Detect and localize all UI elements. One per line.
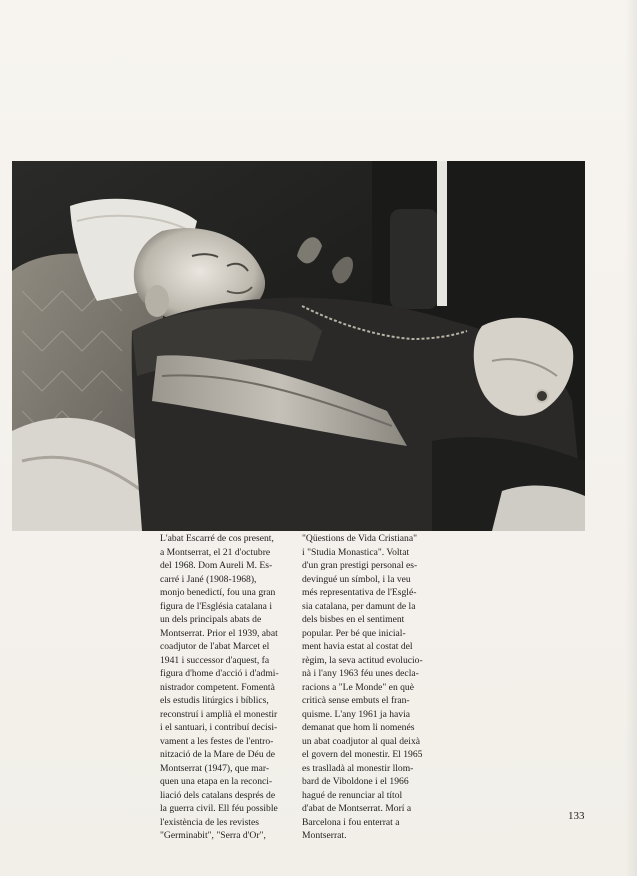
caption-column-2: "Qüestions de Vida Cristiana" i "Studia Monastica". Voltat d'un gran prestigi personal es- devingué un símbol, i la veu més representativa de l'Esglé- sia catalana, per damunt de la dels bisbes en el sentiment popular. Per bé que inicial- ment havia estat al costat del règim, la seva actitud evolucio- nà i l'any 1963 féu unes decla- racions a "Le Monde" en què criticà sense embuts el fran- quisme. L'any 1961 ja havia demanat que hom li nomenés un abat coadjutor al qual deixà el govern del monestir. El 1965 es traslladà al monestir llom- bard de Viboldone i el 1966 hagué de renunciar al títol d'abat de Montserrat. Morí a Barcelona i fou enterrat a Montserrat. [302, 533, 423, 841]
page-edge-shadow [625, 0, 637, 876]
photo-illustration [12, 161, 585, 531]
photograph-abbot-lying-in-state [12, 161, 585, 531]
caption-column-1: L'abat Escarré de cos present, a Montserrat, el 21 d'octubre del 1968. Dom Aureli M. Es- carré i Jané (1908-1968), monjo benedictí, fou una gran figura de l'Església catalana i un dels principals abats de Montserrat. Prior el 1939, abat coadjutor de l'abat Marcet el 1941 i successor d'aquest, fa figura d'home d'acció i d'admi- nistrador competent. Fomentà els estudis litúrgics i bíblics, reconstruí i amplià el monestir i el santuari, i contribuí decisi- vament a les festes de l'entro- nització de la Mare de Déu de Montserrat (1947), que mar- quen una etapa en la reconci- liació dels catalans després de la guerra civil. Ell féu possible l'existència de les revistes "Germinabit", "Serra d'Or", [160, 533, 279, 841]
page-number: 133 [568, 810, 585, 822]
